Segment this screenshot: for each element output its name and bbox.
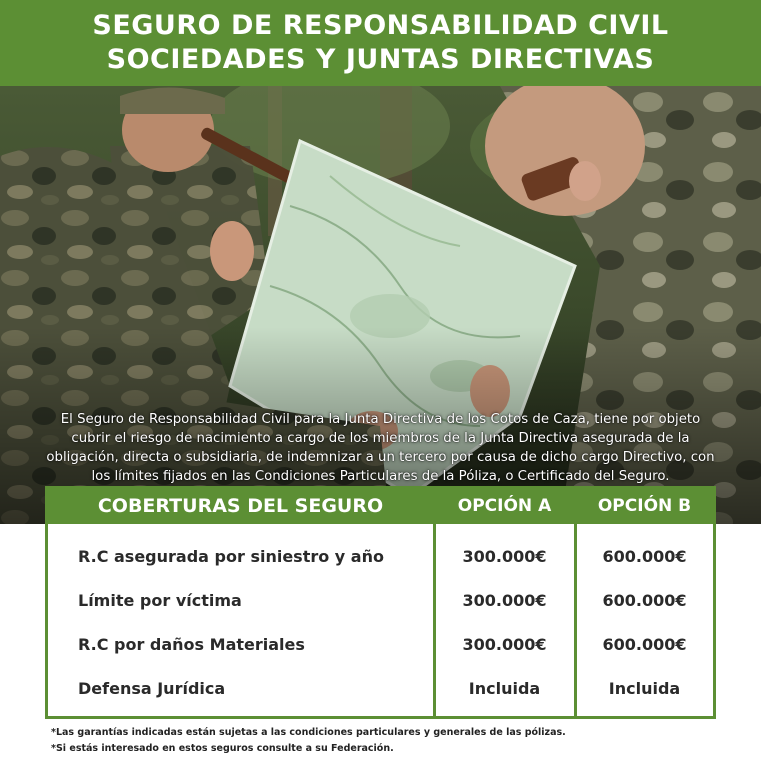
row-option-b-value: 600.000€ (602, 547, 687, 566)
table-header-row (48, 489, 713, 524)
row-label: R.C asegurada por siniestro y año (78, 547, 384, 566)
page-title-line-2: SOCIEDADES Y JUNTAS DIRECTIVAS (106, 44, 655, 75)
page-title-line-1: SEGURO DE RESPONSABILIDAD CIVIL (92, 10, 669, 41)
header-coverage: COBERTURAS DEL SEGURO (97, 495, 384, 517)
row-option-a-value: 300.000€ (462, 547, 547, 566)
row-label: Defensa Jurídica (78, 679, 226, 698)
header-option-a: OPCIÓN A (457, 496, 552, 516)
intro-paragraph: El Seguro de Responsabilidad Civil para la Junta Directiva de los Cotos de Caza, tiene por objeto cubrir el riesgo de nacimiento a cargo de los miembros de la Junta Directiva asegurada de la obligación, directa o subsidiaria, de indemnizar a un tercero por causa de dicho cargo Directivo, con los límites fijados en las Condiciones Particulares de la Póliza, o Certificado del Seguro. (46, 412, 715, 484)
footnotes (51, 725, 741, 757)
row-label: Límite por víctima (78, 591, 242, 610)
footnote-conditions: *Las garantías indicadas están sujetas a las condiciones particulares y generales de las pólizas. (51, 727, 566, 738)
table-row (48, 667, 713, 711)
table-row (48, 535, 713, 579)
title-banner (0, 0, 761, 86)
row-option-a-value: 300.000€ (462, 635, 547, 654)
table-row (48, 579, 713, 623)
table-row (48, 623, 713, 667)
row-option-b-value: 600.000€ (602, 591, 687, 610)
row-label: R.C por daños Materiales (78, 635, 305, 654)
row-option-a-value: Incluida (468, 679, 541, 698)
row-option-b-value: Incluida (608, 679, 681, 698)
row-option-a-value: 300.000€ (462, 591, 547, 610)
header-option-b: OPCIÓN B (597, 496, 692, 516)
row-option-b-value: 600.000€ (602, 635, 687, 654)
footnote-federation: *Si estás interesado en estos seguros consulte a su Federación. (51, 743, 394, 754)
coverage-table (45, 486, 716, 719)
